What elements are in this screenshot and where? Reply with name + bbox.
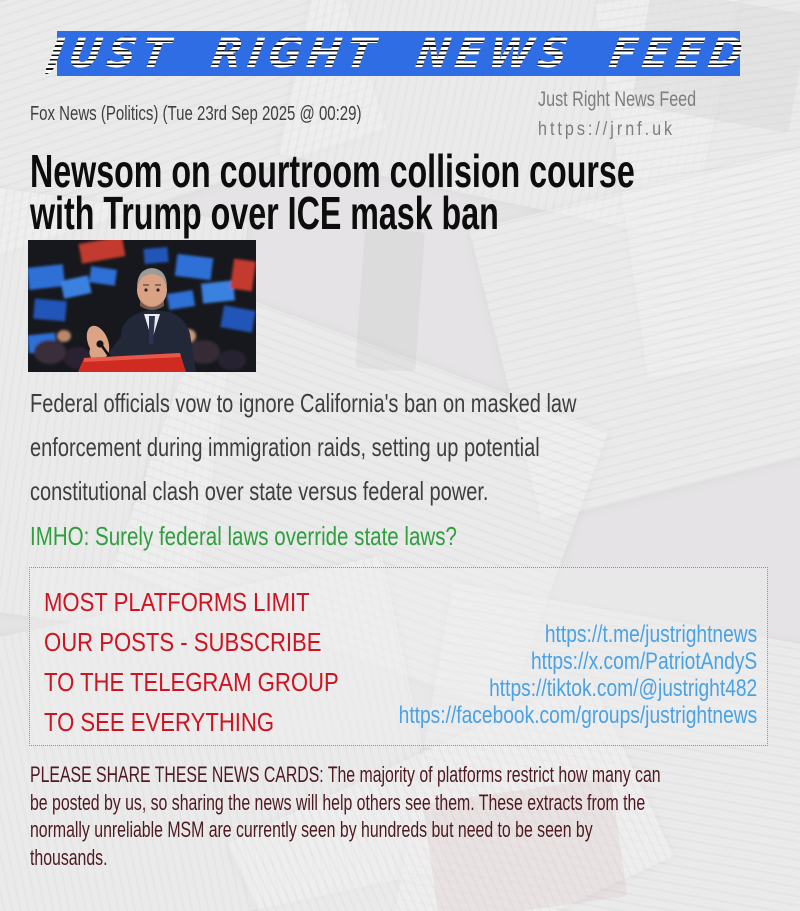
subscribe-message xyxy=(44,582,339,742)
newsom-photo-illustration xyxy=(28,240,256,372)
banner-title: JUST RIGHT NEWS FEED xyxy=(44,29,753,77)
subscribe-message-line-1: MOST PLATFORMS LIMIT xyxy=(44,587,310,617)
headline-line-2: with Trump over ICE mask ban xyxy=(30,187,499,239)
article-photo xyxy=(28,240,256,372)
summary-line-1: Federal officials vow to ignore California's ban on masked law xyxy=(30,388,577,418)
opinion-comment: IMHO: Surely federal laws override state laws? xyxy=(30,521,457,551)
tiktok-link[interactable]: https://tiktok.com/@justright482 xyxy=(488,675,757,702)
telegram-link[interactable]: https://t.me/justrightnews xyxy=(544,621,757,648)
share-note-line-4: thousands. xyxy=(30,844,108,870)
share-note-line-1: PLEASE SHARE THESE NEWS CARDS: The majority of platforms restrict how many can xyxy=(30,762,661,787)
subscribe-box xyxy=(29,567,768,746)
subscribe-message-line-4: TO SEE EVERYTHING xyxy=(44,707,275,737)
article-summary xyxy=(30,381,576,513)
summary-line-3: constitutional clash over state versus federal power. xyxy=(30,476,489,506)
summary-line-2: enforcement during immigration raids, setting up potential xyxy=(30,432,540,462)
headline-line-1: Newsom on courtroom collision course xyxy=(30,145,635,197)
share-note-line-2: be posted by us, so sharing the news will help others see them. These extracts from the xyxy=(30,789,646,815)
share-request-note xyxy=(30,761,661,871)
share-note-line-3: normally unreliable MSM are currently seen by hundreds but need to be seen by xyxy=(30,817,593,842)
brand-url-link[interactable]: https://jrnf.uk xyxy=(538,119,676,140)
brand-name: Just Right News Feed xyxy=(538,88,697,111)
article-headline xyxy=(30,145,758,239)
social-links xyxy=(398,621,757,729)
subscribe-message-line-3: TO THE TELEGRAM GROUP xyxy=(44,667,339,697)
subscribe-message-line-2: OUR POSTS - SUBSCRIBE xyxy=(44,627,322,657)
banner xyxy=(44,29,753,77)
source-and-date-line: Fox News (Politics) (Tue 23rd Sep 2025 @ 00:29) xyxy=(30,103,362,125)
x-link[interactable]: https://x.com/PatriotAndyS xyxy=(530,648,757,675)
facebook-link[interactable]: https://facebook.com/groups/justrightnews xyxy=(398,702,757,729)
